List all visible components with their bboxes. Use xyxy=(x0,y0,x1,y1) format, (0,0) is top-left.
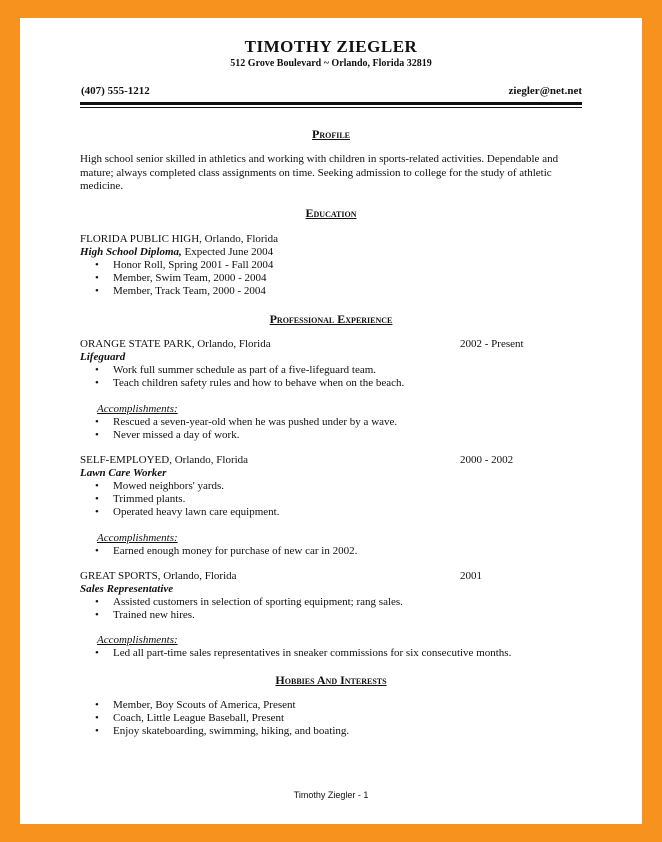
education-degree: High School Diploma, xyxy=(80,246,182,258)
bullet-icon: • xyxy=(95,506,99,518)
job-duty: Mowed neighbors' yards. xyxy=(113,480,225,492)
education-expected: Expected June 2004 xyxy=(181,246,274,258)
list-item xyxy=(95,596,403,609)
list-item xyxy=(95,285,266,298)
hobby-text: Enjoy skateboarding, swimming, hiking, and boating. xyxy=(113,725,350,737)
education-degree-line xyxy=(80,246,273,259)
list-item xyxy=(95,429,239,442)
experience-heading: Professional Experience xyxy=(269,312,393,326)
bullet-icon: • xyxy=(95,429,99,441)
profile-text: High school senior skilled in athletics and working with children in sports-related activities. Dependable and mature; always completed class assignments on time. Seeking admission to college for the study of athletic medicine. xyxy=(80,153,559,192)
job-dates: 2000 - 2002 xyxy=(460,454,514,466)
list-item xyxy=(95,259,273,272)
education-heading: Education xyxy=(305,206,357,220)
bullet-icon: • xyxy=(95,480,99,492)
job-accomplishment: Earned enough money for purchase of new car in 2002. xyxy=(113,545,358,557)
resume-phone: (407) 555-1212 xyxy=(81,85,150,97)
list-item xyxy=(95,272,266,285)
education-bullet-text: Member, Swim Team, 2000 - 2004 xyxy=(113,272,267,284)
job-dates: 2001 xyxy=(460,570,482,582)
list-item xyxy=(95,416,397,429)
bullet-icon: • xyxy=(95,364,99,376)
bullet-icon: • xyxy=(95,272,99,284)
hobby-text: Member, Boy Scouts of America, Present xyxy=(113,699,296,711)
accomplishments-label: Accomplishments: xyxy=(97,532,178,544)
bullet-icon: • xyxy=(95,609,99,621)
resume-email: ziegler@net.net xyxy=(508,85,582,97)
profile-heading: Profile xyxy=(311,127,350,141)
resume-name: TIMOTHY ZIEGLER xyxy=(244,37,418,56)
list-item xyxy=(95,506,279,519)
bullet-icon: • xyxy=(95,712,99,724)
education-bullet-text: Honor Roll, Spring 2001 - Fall 2004 xyxy=(113,259,274,271)
list-item xyxy=(95,377,404,390)
education-school: FLORIDA PUBLIC HIGH, Orlando, Florida xyxy=(80,233,278,245)
bullet-icon: • xyxy=(95,699,99,711)
list-item xyxy=(95,480,224,493)
job-employer: GREAT SPORTS, Orlando, Florida xyxy=(80,570,237,582)
hobbies-heading: Hobbies And Interests xyxy=(275,673,387,687)
job-accomplishment: Never missed a day of work. xyxy=(113,429,240,441)
list-item xyxy=(95,364,376,377)
resume-page xyxy=(20,18,642,824)
list-item xyxy=(95,699,296,712)
job-duty: Assisted customers in selection of sporting equipment; rang sales. xyxy=(113,596,403,608)
job-duty: Operated heavy lawn care equipment. xyxy=(113,506,280,518)
list-item xyxy=(95,725,349,738)
job-duty: Trimmed plants. xyxy=(113,493,186,505)
job-employer: ORANGE STATE PARK, Orlando, Florida xyxy=(80,338,271,350)
header-rule-thin xyxy=(80,107,582,108)
header-rule-thick xyxy=(80,102,582,105)
list-item xyxy=(95,647,511,660)
bullet-icon: • xyxy=(95,545,99,557)
job-accomplishment: Led all part-time sales representatives in sneaker commissions for six consecutive months. xyxy=(113,647,512,659)
job-duty: Trained new hires. xyxy=(113,609,195,621)
job-title: Sales Representative xyxy=(80,583,174,595)
job-employer: SELF-EMPLOYED, Orlando, Florida xyxy=(80,454,249,466)
list-item xyxy=(95,493,185,506)
job-duty: Teach children safety rules and how to behave when on the beach. xyxy=(113,377,405,389)
hobby-text: Coach, Little League Baseball, Present xyxy=(113,712,285,724)
bullet-icon: • xyxy=(95,493,99,505)
list-item xyxy=(95,712,284,725)
job-accomplishment: Rescued a seven-year-old when he was pushed under by a wave. xyxy=(113,416,398,428)
resume-address: 512 Grove Boulevard ~ Orlando, Florida 32819 xyxy=(230,58,432,69)
accomplishments-label: Accomplishments: xyxy=(97,634,178,646)
accomplishments-label: Accomplishments: xyxy=(97,403,178,415)
bullet-icon: • xyxy=(95,725,99,737)
bullet-icon: • xyxy=(95,377,99,389)
page-footer: Timothy Ziegler - 1 xyxy=(293,790,369,800)
job-dates: 2002 - Present xyxy=(460,338,524,350)
bullet-icon: • xyxy=(95,416,99,428)
list-item xyxy=(95,545,357,558)
job-title: Lawn Care Worker xyxy=(80,467,167,479)
job-title: Lifeguard xyxy=(80,351,126,363)
education-bullet-text: Member, Track Team, 2000 - 2004 xyxy=(113,285,266,297)
bullet-icon: • xyxy=(95,647,99,659)
list-item xyxy=(95,609,195,622)
bullet-icon: • xyxy=(95,259,99,271)
bullet-icon: • xyxy=(95,285,99,297)
bullet-icon: • xyxy=(95,596,99,608)
job-duty: Work full summer schedule as part of a five-lifeguard team. xyxy=(113,364,377,376)
